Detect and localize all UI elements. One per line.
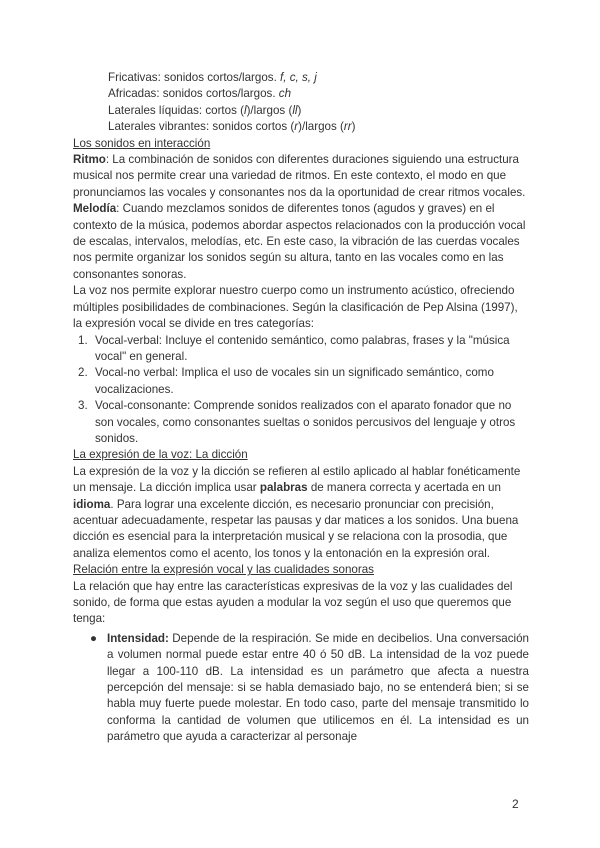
heading-cualidades-sonoras: Relación entre la expresión vocal y las cualidades sonoras [73, 563, 374, 577]
list-item: 2. Vocal-no verbal: Implica el uso de vocales sin un significado semántico, como vocalizaciones. [78, 366, 494, 396]
list-item-intensidad: ● Intensidad: Depende de la respiración. Se mide en decibelios. Una conversación a volumen normal puede estar entre 40 ó 50 dB. La intensidad de la voz puede llegar a 100-110 dB. La intensidad es un parámetro que afecta a nuestra percepción del mensaje: si se habla demasiado bajo, no se entenderá bien; si se habla muy fuerte puede molestar. En todo caso, parte del mensaje transmitido lo conforma la cantidad de volumen que utilicemos en él. La intensidad es un parámetro que ayuda a caracterizar al personaje [90, 631, 529, 744]
paragraph-ritmo: Ritmo: La combinación de sonidos con diferentes duraciones siguiendo una estructura musical nos permite crear una variedad de ritmos. En este contexto, el modo en que pronunciamos las vocales y consonantes nos da la oportunidad de crear ritmos vocales. [73, 153, 526, 199]
articulation-fricativas: Fricativas: sonidos cortos/largos. f, c, s, j [108, 71, 317, 84]
page-number: 2 [512, 797, 519, 811]
list-item: 1. Vocal-verbal: Incluye el contenido semántico, como palabras, frases y la "música vocal" en general. [78, 333, 510, 363]
heading-sonidos-interaccion: Los sonidos en interacción [73, 136, 211, 150]
heading-diccion: La expresión de la voz: La dicción [73, 448, 248, 462]
paragraph-diccion: La expresión de la voz y la dicción se refieren al estilo aplicado al hablar fonéticamente un mensaje. La dicción implica usar palabras de manera correcta y acertada en un idioma. Para lograr una excelente dicción, es necesario pronunciar con precisión, acentuar adecuadamente, respetar las pausas y dar matices a los sonidos. Una buena dicción es esencial para la interpretación musical y se relaciona con la prosodia, que analiza elementos como el acento, los tonos y la entonación en la expresión oral. [73, 464, 521, 560]
articulation-laterales-vibrantes: Laterales vibrantes: sonidos cortos (r)/largos (rr) [108, 120, 356, 134]
paragraph-cualidades-intro: La relación que hay entre las características expresivas de la voz y las cualidades del sonido, de forma que estas ayuden a modular la voz según el uso que queremos que tenga: [73, 579, 513, 626]
bullet-icon: ● [90, 631, 98, 645]
document-body [73, 70, 529, 746]
paragraph-melodia: Melodía: Cuando mezclamos sonidos de diferentes tonos (agudos y graves) en el contexto de la música, podemos abordar aspectos relacionados con la producción vocal de escalas, intervalos, melodías, etc. En este caso, la vibración de las cuerdas vocales nos permite organizar los sonidos según su altura, tanto en las vocales como en las consonantes sonoras. [73, 202, 526, 281]
paragraph-voz-intro: La voz nos permite explorar nuestro cuerpo como un instrumento acústico, ofreciendo múltiples posibilidades de combinaciones. Según la clasificación de Pep Alsina (1997), la expresión vocal se divide en tres categorías: [73, 284, 518, 331]
articulation-africadas: Africadas: sonidos cortos/largos. ch [108, 87, 292, 101]
list-item: 3. Vocal-consonante: Comprende sonidos realizados con el aparato fonador que no son vocales, como consonantes sueltas o sonidos percusivos del lenguaje y otros sonidos. [78, 399, 516, 445]
articulation-laterales-liquidas: Laterales líquidas: cortos (l)/largos (ll) [108, 103, 302, 117]
